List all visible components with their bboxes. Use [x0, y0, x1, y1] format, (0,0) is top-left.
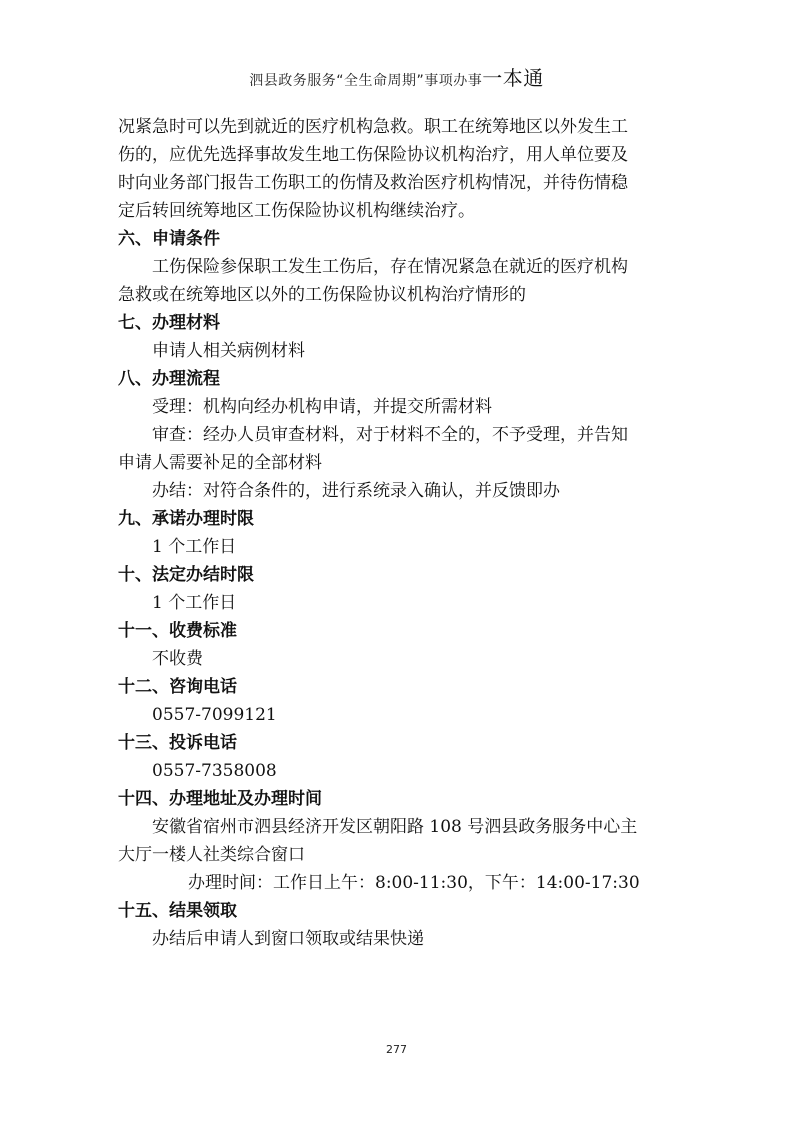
- address-line-1: 安徽省宿州市泗县经济开发区朝阳路 108 号泗县政务服务中心主: [152, 817, 638, 837]
- section-heading-process: 八、办理流程: [118, 369, 220, 389]
- result-pickup-value: 办结后申请人到窗口领取或结果快递: [152, 929, 424, 949]
- page-number: 277: [386, 1043, 407, 1056]
- process-line-4: 办结：对符合条件的，进行系统录入确认，并反馈即办: [152, 481, 560, 501]
- complaint-phone-value: 0557-7358008: [152, 761, 277, 781]
- legal-time-value: 1 个工作日: [152, 593, 237, 613]
- intro-line-4: 定后转回统筹地区工伤保险协议机构继续治疗。: [118, 201, 475, 221]
- section-heading-complaint-phone: 十三、投诉电话: [118, 733, 237, 753]
- conditions-line-2: 急救或在统筹地区以外的工伤保险协议机构治疗情形的: [118, 285, 526, 305]
- section-heading-legal-time: 十、法定办结时限: [118, 565, 254, 585]
- header-title-big: 一本通: [482, 66, 544, 90]
- process-line-3: 申请人需要补足的全部材料: [118, 453, 322, 473]
- section-heading-result-pickup: 十五、结果领取: [118, 901, 237, 921]
- page-header: [0, 62, 793, 91]
- section-heading-materials: 七、办理材料: [118, 313, 220, 333]
- address-line-2: 大厅一楼人社类综合窗口: [118, 845, 305, 865]
- process-line-2: 审查：经办人员审查材料，对于材料不全的，不予受理，并告知: [152, 425, 628, 445]
- document-body: [118, 113, 678, 953]
- header-title-prefix: 泗县政务服务“全生命周期”事项办事: [249, 73, 483, 89]
- consult-phone-value: 0557-7099121: [152, 705, 277, 725]
- section-heading-application-conditions: 六、申请条件: [118, 229, 220, 249]
- section-heading-address-hours: 十四、办理地址及办理时间: [118, 789, 322, 809]
- intro-line-1: 况紧急时可以先到就近的医疗机构急救。职工在统筹地区以外发生工: [118, 117, 628, 137]
- section-heading-consult-phone: 十二、咨询电话: [118, 677, 237, 697]
- section-heading-promised-time: 九、承诺办理时限: [118, 509, 254, 529]
- intro-line-3: 时向业务部门报告工伤职工的伤情及救治医疗机构情况，并待伤情稳: [118, 173, 628, 193]
- process-line-1: 受理：机构向经办机构申请，并提交所需材料: [152, 397, 492, 417]
- materials-line-1: 申请人相关病例材料: [152, 341, 305, 361]
- intro-line-2: 伤的，应优先选择事故发生地工伤保险协议机构治疗，用人单位要及: [118, 145, 628, 165]
- fees-value: 不收费: [152, 649, 203, 669]
- conditions-line-1: 工伤保险参保职工发生工伤后，存在情况紧急在就近的医疗机构: [152, 257, 628, 277]
- promised-time-value: 1 个工作日: [152, 537, 237, 557]
- office-hours: 办理时间：工作日上午：8:00-11:30，下午：14:00-17:30: [188, 873, 640, 893]
- section-heading-fees: 十一、收费标准: [118, 621, 237, 641]
